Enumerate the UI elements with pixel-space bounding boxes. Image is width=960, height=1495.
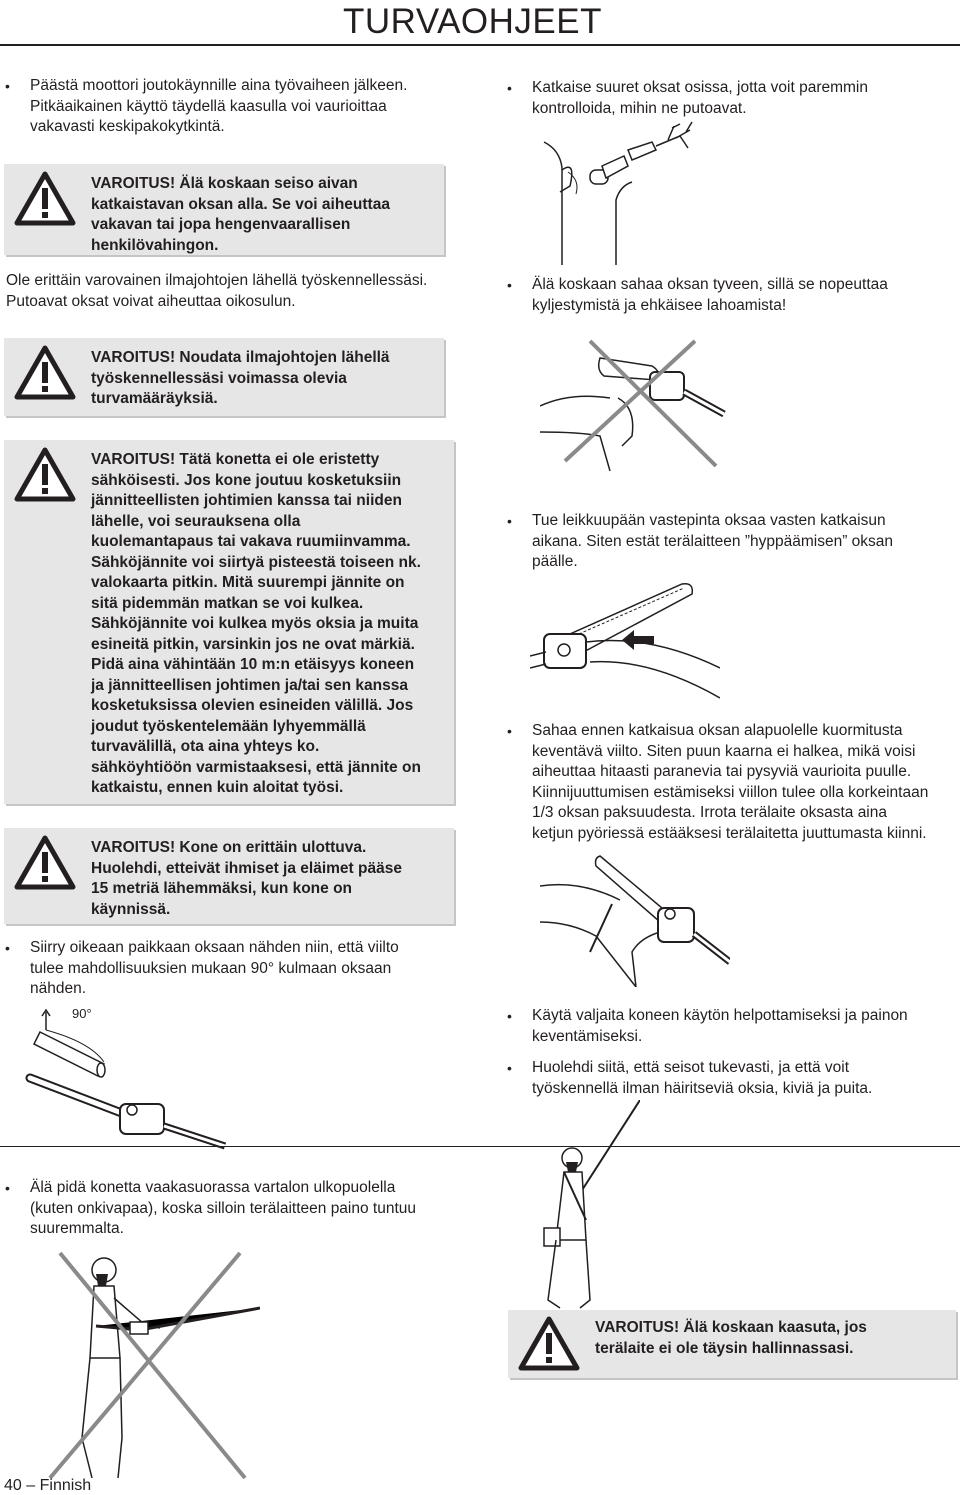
page-footer [4, 1477, 91, 1495]
bullet-not-at-base [507, 275, 952, 316]
text-line: Katkaise suuret oksat osissa, jotta voit paremmin [532, 79, 868, 96]
text-line: aikana. Siten estät terälaitteen ”hyppäämisen” oksan [532, 532, 894, 550]
page-title: TURVAOHJEET [343, 2, 602, 41]
text-line: jännitteellisten johtimien kanssa tai niiden [91, 492, 402, 509]
text-line: Pidä aina vähintään 10 m:n etäisyys koneen [91, 656, 415, 673]
footer-language: Finnish [39, 1477, 92, 1494]
bullet-use-harness [507, 1006, 952, 1047]
text-line: Putoavat oksat voivat aiheuttaa oikosulun. [6, 292, 296, 310]
text-line: Käytä valjaita koneen käytön helpottamiseksi ja painon [532, 1007, 908, 1024]
text-line: terälaite ei ole täysin hallinnassasi. [595, 1339, 854, 1357]
text-line: Kiinnijuuttumisen estämiseksi viillon tulee olla korkeintaan [532, 783, 929, 801]
footer-separator: – [26, 1477, 36, 1494]
text-line: VAROITUS! Älä koskaan kaasuta, jos [595, 1319, 867, 1336]
text-line: 1/3 oksan paksuudesta. Irrota terälaite oksasta aina [532, 804, 887, 821]
header-rule [0, 44, 960, 46]
illustration-branch-sections [540, 120, 710, 265]
warning-triangle-icon [14, 447, 76, 502]
text-line: Sähköjännite voi siirtyä pisteestä toiseen nk. [91, 553, 421, 571]
text-line: Sahaa ennen katkaisua oksan alapuolelle kuormitusta [532, 722, 903, 739]
text-line: aiheuttaa hitaasti paranevia tai pysyviä vaurioita puulle. [532, 763, 912, 780]
text-line: Älä pidä konetta vaakasuorassa vartalon ulkopuolella [30, 1179, 396, 1196]
warning-triangle-icon [14, 171, 76, 226]
text-line: Siirry oikeaan paikkaan oksaan nähden niin, että viilto [30, 939, 399, 956]
page-number: 40 [4, 1477, 22, 1494]
text-line: ketjun pyöriessä estääksesi terälaitetta juuttumasta kiinni. [532, 824, 927, 842]
text-line: VAROITUS! Älä koskaan seiso aivan [91, 175, 358, 192]
text-line: suuremmalta. [30, 1220, 124, 1237]
warning-box-throttle [508, 1310, 956, 1378]
bullet-dot: • [507, 80, 512, 96]
text-line: Päästä moottori joutokäynnille aina työvaiheen jälkeen. [30, 77, 408, 94]
illustration-saw-at-base-crossed [540, 336, 730, 471]
bullet-dot: • [5, 78, 10, 94]
text-line: VAROITUS! Noudata ilmajohtojen lähellä [91, 349, 390, 366]
text-line: päälle. [532, 553, 578, 570]
text-line: esineitä pitkin, varsinkin jos ne ovat märkiä. [91, 635, 415, 653]
text-line: Tue leikkuupään vastepinta oksaa vasten katkaisun [532, 512, 886, 529]
bullet-dot: • [507, 277, 512, 293]
bullet-cut-in-sections [507, 78, 952, 119]
text-line: katkaistavan oksan alla. Se voi aiheuttaa [91, 195, 390, 213]
illustration-90-degree-cut [20, 1000, 230, 1150]
text-line: Sähköjännite voi kulkea myös oksia ja muita [91, 615, 419, 632]
bullet-dot: • [507, 1008, 512, 1024]
text-line: valokaarta pitkin. Mitä suurempi jännite on [91, 574, 405, 591]
divider-rule [0, 1146, 960, 1147]
warning-box-electric [4, 440, 454, 804]
bullet-support-cutting-head [507, 511, 952, 573]
text-line: Älä koskaan sahaa oksan tyveen, sillä se nopeuttaa [532, 276, 888, 293]
text-line: VAROITUS! Tätä konetta ei ole eristetty [91, 451, 380, 468]
warning-box-reach [4, 828, 454, 924]
text-line: sähköyhtiöön varmistaaksesi, että jännite on [91, 758, 421, 776]
text-line: joudut työskentelemään lyhyemmällä [91, 717, 366, 735]
bullet-dot: • [5, 1180, 10, 1196]
text-line: kyljestymistä ja ehkäisee lahoamista! [532, 296, 787, 314]
text-line: katkaistu, ennen kuin aloitat työsi. [91, 779, 344, 796]
warning-box-power-lines [4, 338, 444, 416]
text-line: Ole erittäin varovainen ilmajohtojen lähellä työskennellessäsi. [6, 272, 428, 289]
illustration-horizontal-hold-crossed [40, 1248, 260, 1486]
illustration-operator-with-harness [520, 1100, 640, 1310]
illustration-relief-cut [540, 852, 730, 987]
text-line: keventävä viilto. Siten puun kaarna ei halkea, mikä voisi [532, 742, 916, 760]
text-line: 15 metriä lähemmäksi, kun kone on [91, 880, 353, 897]
text-line: turvavälillä, ota aina yhteys ko. [91, 738, 320, 755]
text-line: sitä pidemmän matkan se voi kulkea. [91, 594, 364, 612]
text-line: tulee mahdollisuuksien mukaan 90° kulmaan oksaan [30, 959, 392, 977]
bullet-idle-after-work [5, 76, 470, 138]
text-line: keventämiseksi. [532, 1027, 643, 1045]
text-line: henkilövahingon. [91, 236, 219, 254]
text-line: kuolemantapaus tai vakava ruumiinvamma. [91, 533, 411, 550]
bullet-dot: • [507, 513, 512, 529]
text-line: ja jännitteellisen johtimen ja/tai sen kanssa [91, 676, 409, 694]
bullet-not-horizontal [5, 1178, 470, 1240]
text-line: käynnissä. [91, 900, 171, 918]
bullet-90-degree [5, 938, 470, 1000]
bullet-dot: • [5, 940, 10, 956]
warning-triangle-icon [14, 345, 76, 400]
angle-label: 90° [72, 1006, 92, 1021]
paragraph-power-lines [6, 271, 476, 312]
bullet-dot: • [507, 723, 512, 739]
text-line: sähköisesti. Jos kone joutuu kosketuksiin [91, 471, 402, 489]
text-line: työskennellessäsi voimassa olevia [91, 369, 347, 387]
text-line: vakavasti keskipakokytkintä. [30, 118, 225, 135]
warning-triangle-icon [14, 835, 76, 890]
warning-box-branch [4, 164, 444, 255]
text-line: lähelle, voi seurauksena olla [91, 512, 301, 530]
text-line: turvamääräyksiä. [91, 390, 218, 407]
text-line: (kuten onkivapaa), koska silloin terälaitteen paino tuntuu [30, 1199, 417, 1217]
text-line: nähden. [30, 980, 87, 997]
bullet-stable-footing [507, 1058, 952, 1099]
text-line: Huolehdi, etteivät ihmiset ja eläimet pääse [91, 859, 402, 877]
text-line: kosketuksissa olevien esineiden välillä. Jos [91, 697, 414, 714]
illustration-support-against-branch [530, 578, 720, 716]
text-line: Pitkäaikainen käyttö täydellä kaasulla voi vaurioittaa [30, 97, 387, 115]
text-line: työskennellä ilman häiritseviä oksia, kiviä ja puita. [532, 1079, 873, 1097]
bullet-relief-cut [507, 721, 952, 844]
text-line: vakavan tai jopa hengenvaarallisen [91, 216, 351, 233]
text-line: Huolehdi siitä, että seisot tukevasti, ja että voit [532, 1059, 850, 1076]
text-line: kontrolloida, mihin ne putoavat. [532, 99, 747, 117]
text-line: VAROITUS! Kone on erittäin ulottuva. [91, 839, 367, 856]
bullet-dot: • [507, 1060, 512, 1076]
warning-triangle-icon [518, 1316, 580, 1371]
